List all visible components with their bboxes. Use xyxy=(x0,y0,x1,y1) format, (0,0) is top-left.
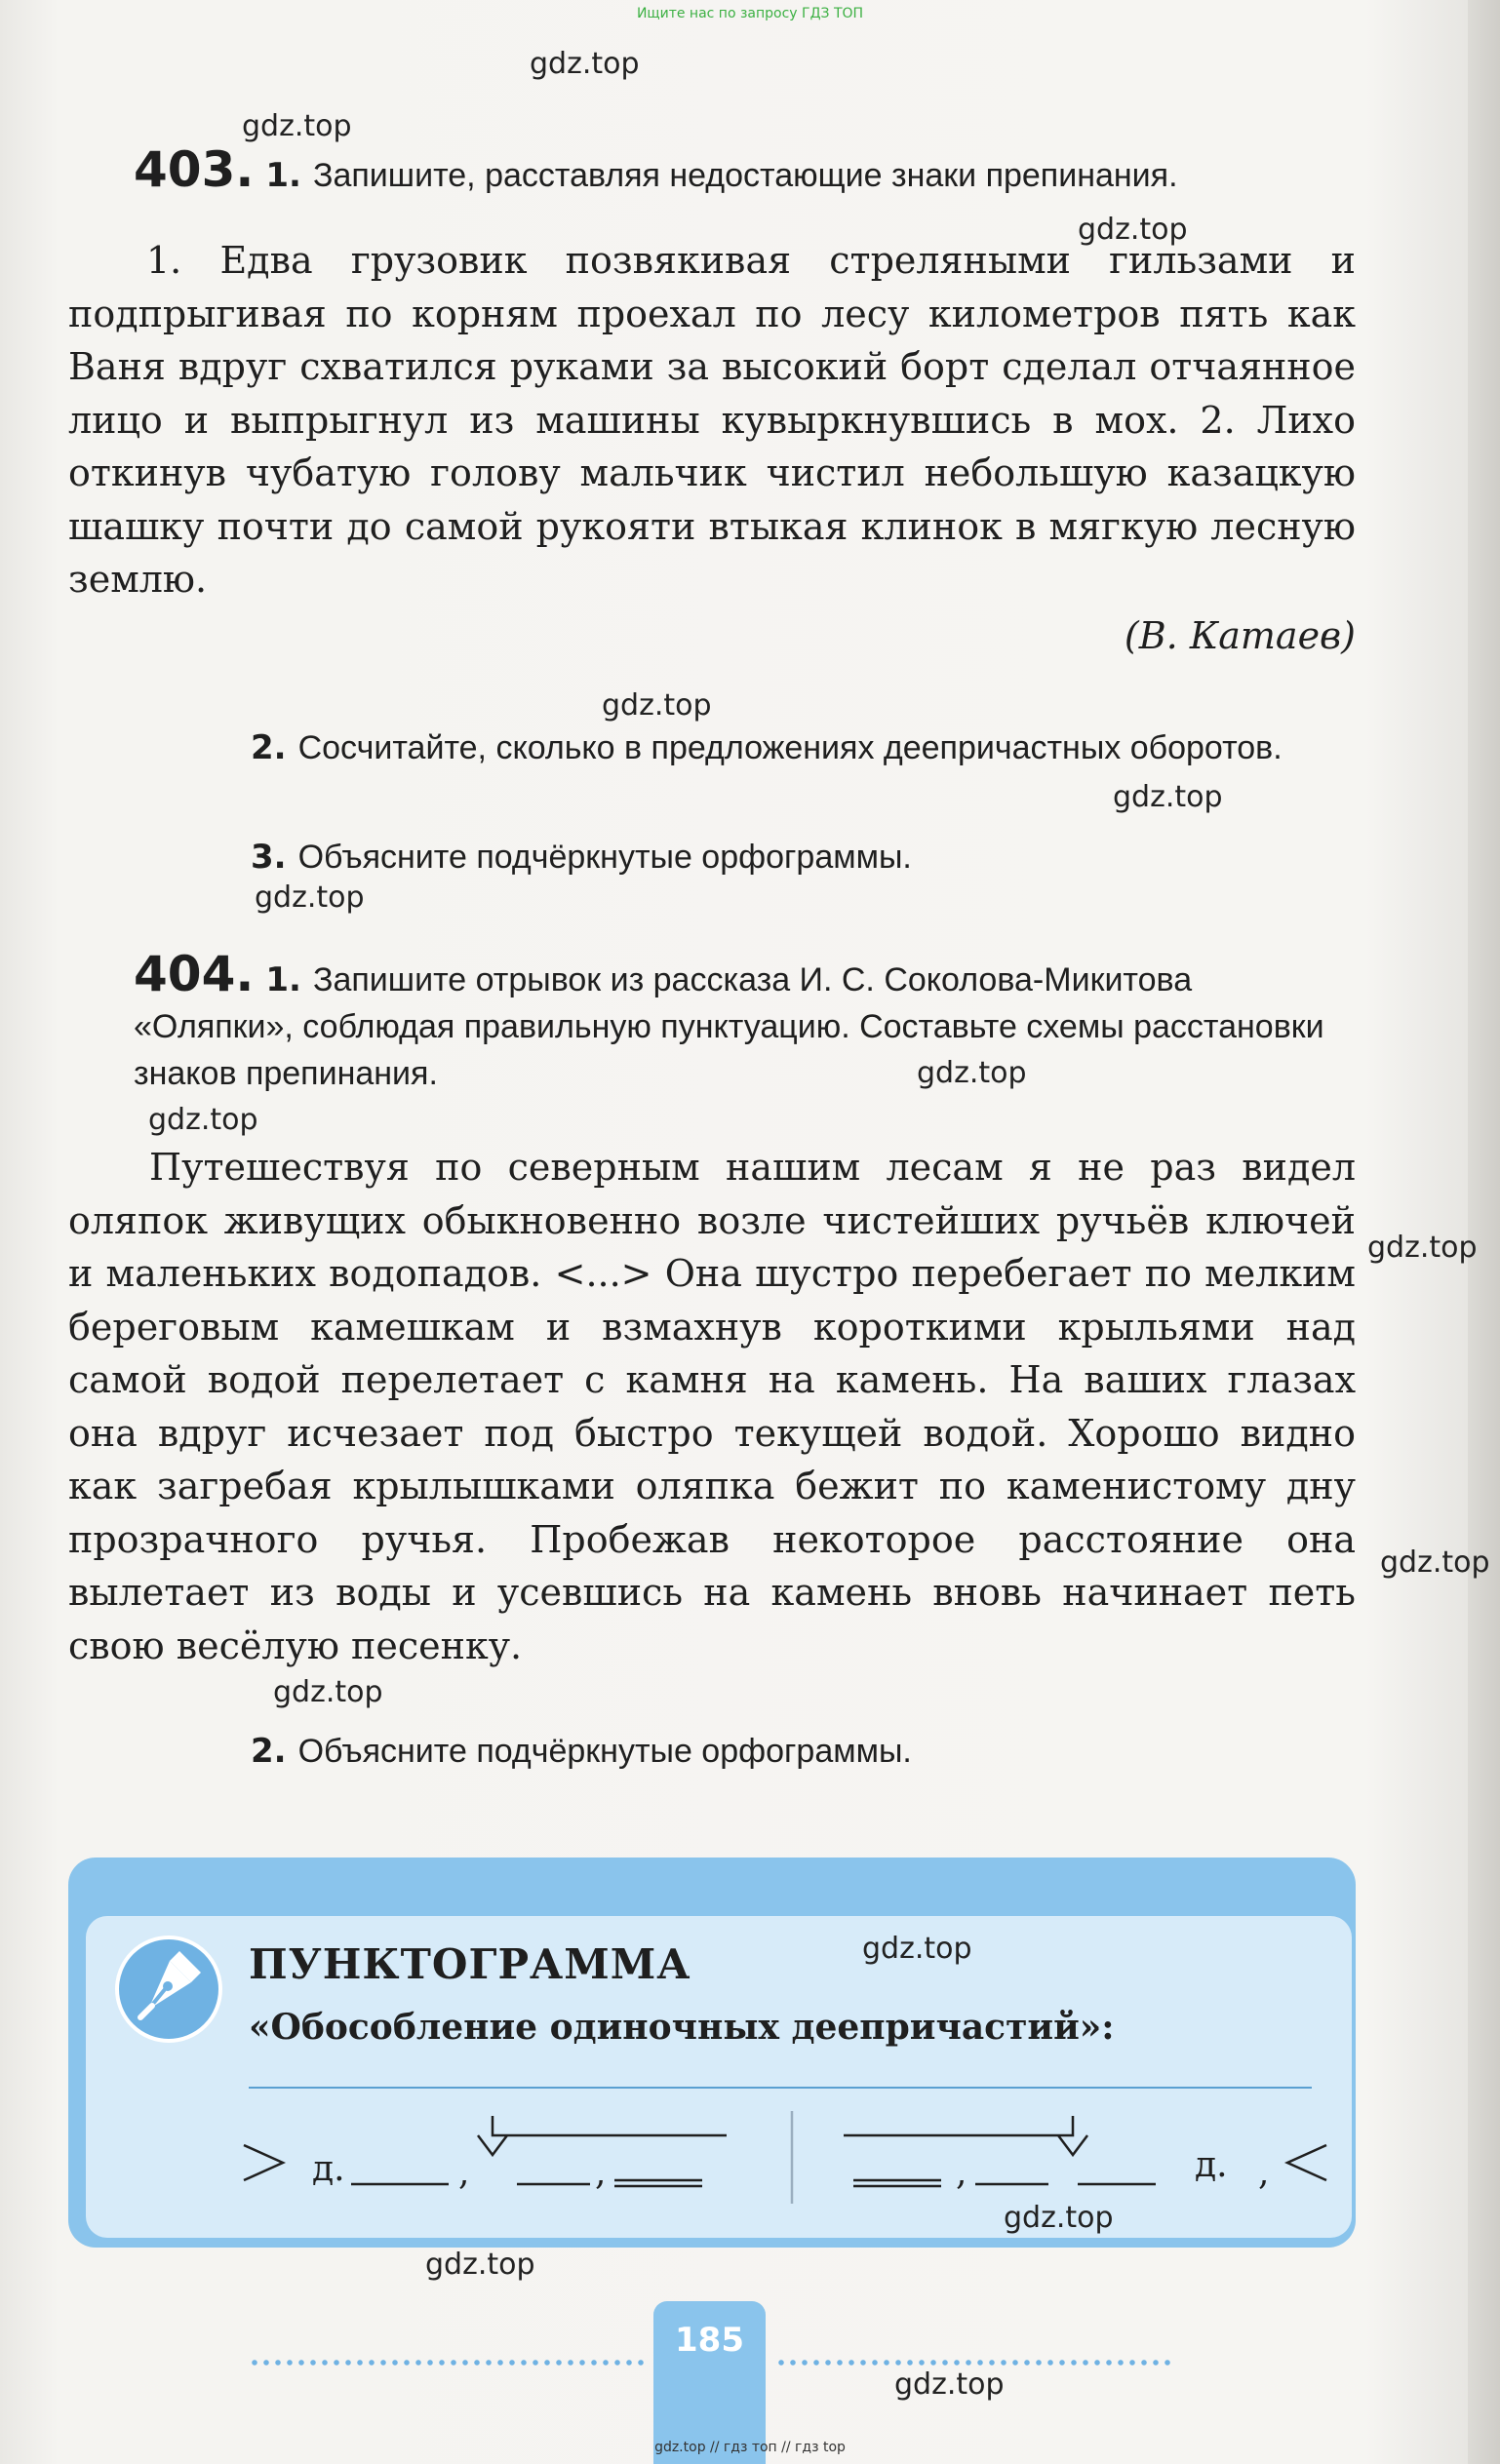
schema-comma-1: , xyxy=(458,2153,470,2193)
exercise-404-text: Путешествуя по северным нашим лесам я не раз видел оляпок живущих обыкновенно возле чистейших ручьёв ключей и маленьких водопадов. <...> Она шустро перебегает по мелким береговым камешкам и взмахнув короткими крыльями над самой водой перелетает с камня на камень. На ваших глазах она вдруг исчезает под быстро текущей водой. Хорошо видно как загребая крылышками оляпка бежит по каменистому дну прозрачного ручья. Пробежав некоторое расстояние она вылетает из воды и усевшись на камень вновь начинает петь свою весёлую песенку. xyxy=(68,1146,1356,1667)
exercise-403-number: 403. xyxy=(134,141,255,198)
exercise-403-task1-text: Запишите, расставляя недостающие знаки препинания. xyxy=(312,157,1178,194)
exercise-403-author: (В. Катаев) xyxy=(1124,614,1356,657)
exercise-403-task2 xyxy=(251,724,1353,771)
watermark: gdz.top xyxy=(255,880,365,915)
schema-comma-4: , xyxy=(1258,2153,1270,2193)
top-search-note: Ищите нас по запросу ГДЗ ТОП xyxy=(636,6,864,21)
watermark: gdz.top xyxy=(917,1056,1027,1090)
watermark: gdz.top xyxy=(862,1932,972,1966)
page-dots-right xyxy=(775,2360,1170,2366)
exercise-404-task1-text: Запишите отрывок из рассказа И. С. Соколова-Микитова «Оляпки», соблюдая правильную пунктуацию. Составьте схемы расстановки знаков препинания. xyxy=(134,961,1324,1092)
watermark: gdz.top xyxy=(425,2248,535,2282)
watermark: gdz.top xyxy=(894,2367,1005,2402)
schema-left-mark xyxy=(200,2106,201,2107)
bottom-note: gdz.top // гдз топ // гдз top xyxy=(654,2440,846,2455)
schema-comma-2: , xyxy=(595,2153,607,2193)
watermark: gdz.top xyxy=(1113,780,1223,814)
watermark: gdz.top xyxy=(1004,2201,1114,2235)
rule-divider xyxy=(249,2087,1312,2089)
watermark: gdz.top xyxy=(1367,1231,1478,1265)
watermark: gdz.top xyxy=(242,109,352,143)
exercise-403-task3 xyxy=(251,834,1353,880)
watermark: gdz.top xyxy=(530,47,640,81)
watermark: gdz.top xyxy=(1380,1545,1490,1580)
exercise-404-task2 xyxy=(251,1728,1353,1775)
watermark: gdz.top xyxy=(1078,213,1188,247)
schema-right-mark xyxy=(1335,2106,1336,2107)
rule-subtitle: «Обособление одиночных деепричастий»: xyxy=(249,2007,1115,2048)
exercise-404-task2-text: Объясните подчёркнутые орфограммы. xyxy=(297,1733,912,1770)
watermark: gdz.top xyxy=(148,1103,258,1137)
pen-nib-icon xyxy=(115,1936,222,2043)
exercise-404-task1-number: 1. xyxy=(265,960,301,999)
rule-title: ПУНКТОГРАММА xyxy=(249,1940,691,1988)
exercise-403-task1-number: 1. xyxy=(265,156,301,195)
schema-comma-3: , xyxy=(956,2153,967,2193)
schema-right-label: д. xyxy=(1195,2145,1228,2185)
exercise-403-text: 1. Едва грузовик позвякивая стреляными гильзами и подпрыгивая по корням проехал по лесу километров пять как Ваня вдруг схватился руками за высокий борт сделал отчаянное лицо и выпрыгнул из машины кувыркнувшись в мох. 2. Лихо откинув чубатую голову мальчик чистил небольшую казацкую шашку почти до самой рукояти втыкая клинок в мягкую лесную землю. xyxy=(68,239,1356,601)
page-dots-left xyxy=(249,2360,644,2366)
exercise-404-number: 404. xyxy=(134,946,255,1002)
exercise-404-task2-number: 2. xyxy=(251,1732,287,1771)
schema-left-label: д. xyxy=(312,2149,345,2189)
exercise-404-header xyxy=(134,946,1358,1097)
exercise-403-task2-text: Сосчитайте, сколько в предложениях деепричастных оборотов. xyxy=(297,729,1283,766)
exercise-403-task2-number: 2. xyxy=(251,728,287,767)
exercise-403-task3-text: Объясните подчёркнутые орфограммы. xyxy=(297,839,912,876)
watermark: gdz.top xyxy=(273,1675,383,1709)
exercise-403-header xyxy=(134,141,1358,199)
exercise-403-task3-number: 3. xyxy=(251,838,287,877)
punctuation-schema xyxy=(239,2106,1336,2213)
watermark: gdz.top xyxy=(602,688,712,723)
page-number: 185 xyxy=(675,2321,744,2360)
